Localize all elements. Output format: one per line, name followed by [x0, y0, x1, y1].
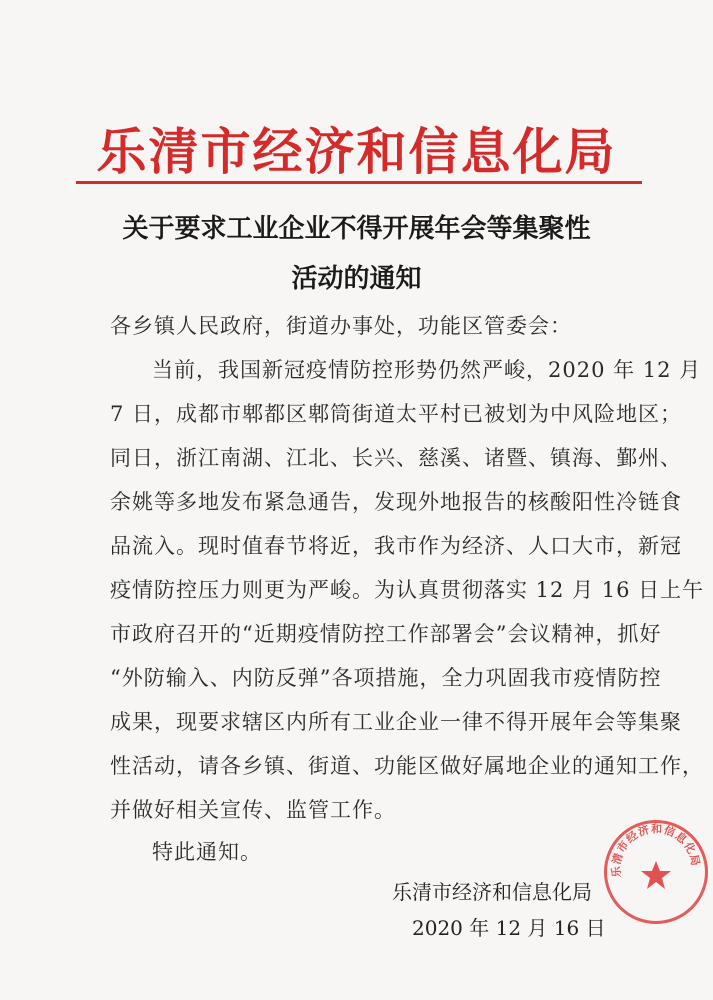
issuer-header: 乐清市经济和信息化局: [96, 122, 617, 181]
body-line: 疫情防控压力则更为严峻。为认真贯彻落实 12 月 16 日上午: [110, 578, 705, 602]
document-title-line-1: 关于要求工业企业不得开展年会等集聚性: [122, 214, 591, 244]
body-line: 性活动，请各乡镇、街道、功能区做好属地企业的通知工作，: [110, 754, 704, 778]
body-line: 成果，现要求辖区内所有工业企业一律不得开展年会等集聚: [110, 710, 682, 734]
closing: 特此通知。: [152, 840, 262, 864]
document-title-line-2: 活动的通知: [291, 264, 422, 294]
body-line: “外防输入、内防反弹”各项措施，全力巩固我市疫情防控: [110, 666, 662, 690]
body-line: 并做好相关宣传、监管工作。: [110, 798, 396, 822]
body-line: 余姚等多地发布紧急通告，发现外地报告的核酸阳性冷链食: [110, 490, 682, 514]
signature-date: 2020 年 12 月 16 日: [412, 916, 606, 940]
body-line: 市政府召开的“近期疫情防控工作部署会”会议精神，抓好: [110, 622, 662, 646]
salutation: 各乡镇人民政府，街道办事处，功能区管委会：: [110, 314, 572, 338]
body-line: 同日，浙江南湖、江北、长兴、慈溪、诸暨、镇海、鄞州、: [110, 446, 682, 470]
signature-org: 乐清市经济和信息化局: [392, 880, 592, 904]
body-line: 当前，我国新冠疫情防控形势仍然严峻，2020 年 12 月: [152, 358, 702, 382]
header-divider: [76, 181, 642, 184]
official-seal: [604, 820, 708, 924]
seal-star-icon: [607, 823, 705, 921]
body-line: 7 日，成都市郫都区郫筒街道太平村已被划为中风险地区；: [110, 402, 683, 426]
svg-text:乐清市经济和信息化局: 乐清市经济和信息化局: [609, 823, 703, 878]
body-line: 品流入。现时值春节将近，我市作为经济、人口大市，新冠: [110, 534, 682, 558]
